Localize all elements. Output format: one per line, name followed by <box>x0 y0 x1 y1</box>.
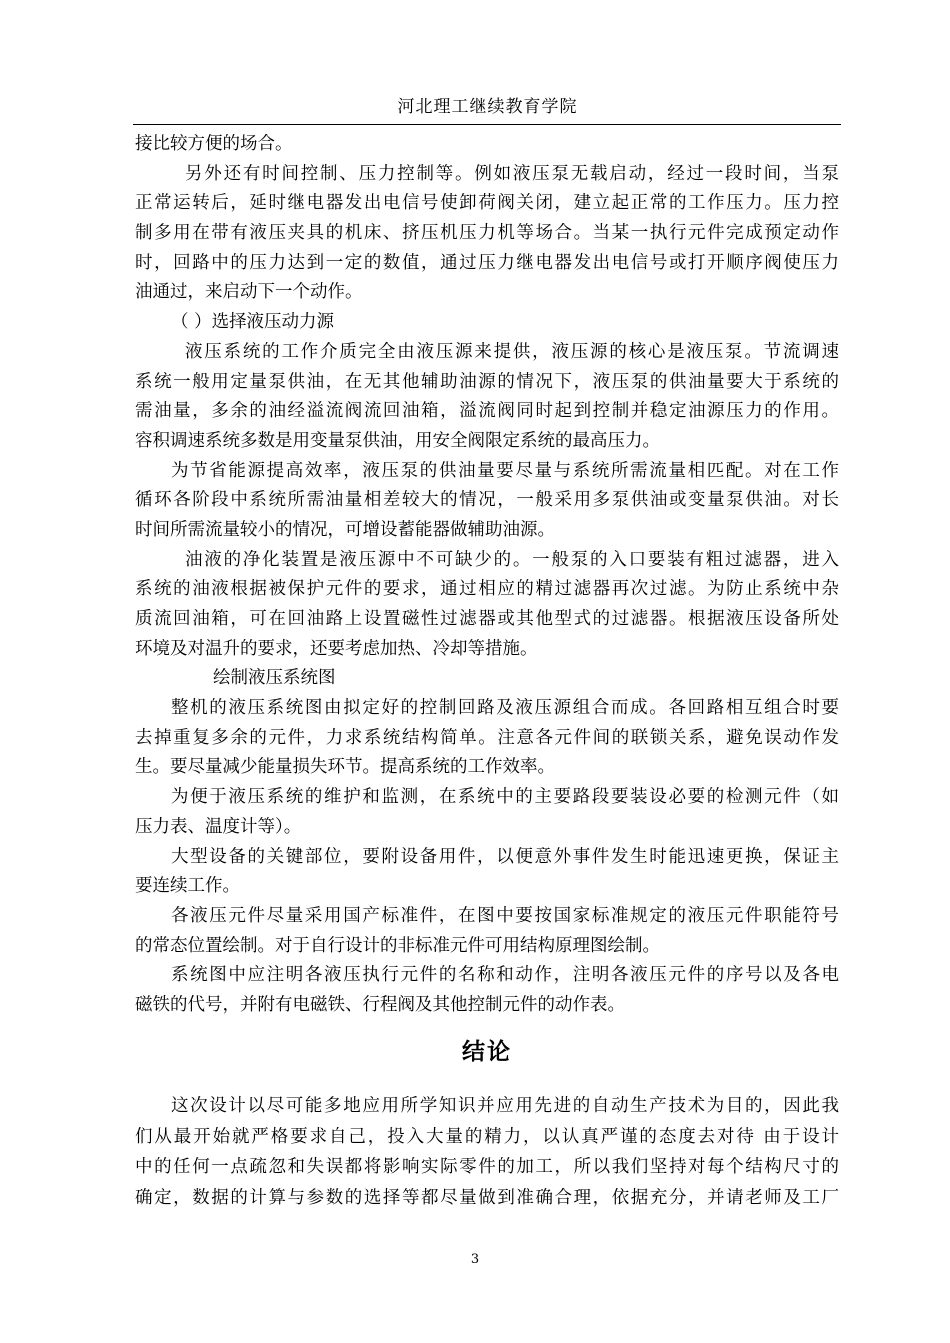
text-line: 需油量，多余的油经溢流阀流回油箱，溢流阀同时起到控制并稳定油源压力的作用。 <box>135 401 839 422</box>
text-line: 系统图中应注明各液压执行元件的名称和动作，注明各液压元件的序号以及各电 <box>171 965 839 986</box>
text-line: 各液压元件尽量采用国产标准件，在图中要按国家标准规定的液压元件职能符号 <box>171 905 839 926</box>
text-line: 为节省能源提高效率，液压泵的供油量要尽量与系统所需流量相匹配。对在工作 <box>171 460 839 481</box>
section-title: 结论 <box>462 1039 512 1065</box>
text-line: 接比较方便的场合。 <box>135 134 293 154</box>
text-line: 液压系统的工作介质完全由液压源来提供，液压源的核心是液压泵。节流调速 <box>185 341 839 362</box>
text-line: 的常态位置绘制。对于自行设计的非标准元件可用结构原理图绘制。 <box>135 935 660 956</box>
text-line: 油液的净化装置是液压源中不可缺少的。一般泵的入口要装有粗过滤器，进入 <box>185 549 839 570</box>
text-line: 确定，数据的计算与参数的选择等都尽量做到准确合理，依据充分，并请老师及工厂 <box>135 1187 839 1208</box>
text-line: 环境及对温升的要求，还要考虑加热、冷却等措施。 <box>135 638 538 659</box>
text-line: 生。要尽量减少能量损失环节。提高系统的工作效率。 <box>135 757 555 778</box>
text-line: 制多用在带有液压夹具的机床、挤压机压力机等场合。当某一执行元件完成预定动作 <box>135 223 839 244</box>
conclusion-text <box>135 1091 839 1213</box>
text-line: 时间所需流量较小的情况，可增设蓄能器做辅助油源。 <box>135 519 555 540</box>
text-line: 压力表、温度计等）。 <box>135 816 302 837</box>
text-line: 油通过，来启动下一个动作。 <box>135 282 363 303</box>
text-line: 时，回路中的压力达到一定的数值，通过压力继电器发出电信号或打开顺序阀使压力 <box>135 252 839 273</box>
text-line: 要连续工作。 <box>135 876 240 897</box>
header-divider <box>133 124 841 125</box>
text-line: 去掉重复多余的元件，力求系统结构简单。注意各元件间的联锁关系，避免误动作发 <box>135 727 839 748</box>
text-line: 为便于液压系统的维护和监测，在系统中的主要路段要装设必要的检测元件（如 <box>171 787 839 808</box>
text-line: 另外还有时间控制、压力控制等。例如液压泵无载启动，经过一段时间，当泵 <box>185 163 839 184</box>
text-line: 容积调速系统多数是用变量泵供油，用安全阀限定系统的最高压力。 <box>135 430 660 451</box>
text-line: 系统的油液根据被保护元件的要求，通过相应的精过滤器再次过滤。为防止系统中杂 <box>135 579 839 600</box>
text-line: 整机的液压系统图由拟定好的控制回路及液压源组合而成。各回路相互组合时要 <box>171 698 839 719</box>
text-line: （ ）选择液压动力源 <box>171 312 335 333</box>
text-line: 大型设备的关键部位，要附设备用件，以便意外事件发生时能迅速更换，保证主 <box>171 846 839 867</box>
page-header: 河北理工继续教育学院 <box>397 97 578 117</box>
text-line: 绘制液压系统图 <box>213 668 336 689</box>
text-line: 系统一般用定量泵供油，在无其他辅助油源的情况下，液压泵的供油量要大于系统的 <box>135 371 839 392</box>
text-line: 正常运转后，延时继电器发出电信号使卸荷阀关闭，建立起正常的工作压力。压力控 <box>135 193 839 214</box>
text-line: 中的任何一点疏忽和失误都将影响实际零件的加工，所以我们坚持对每个结构尺寸的 <box>135 1157 839 1177</box>
body-text <box>135 130 839 1021</box>
page-number: 3 <box>470 1252 480 1267</box>
text-line: 这次设计以尽可能多地应用所学知识并应用先进的自动生产技术为目的，因此我 <box>171 1096 839 1116</box>
text-line: 磁铁的代号，并附有电磁铁、行程阀及其他控制元件的动作表。 <box>135 994 625 1015</box>
text-line: 循环各阶段中系统所需油量相差较大的情况，一般采用多泵供油或变量泵供油。对长 <box>135 490 839 511</box>
text-line: 质流回油箱，可在回油路上设置磁性过滤器或其他型式的过滤器。根据液压设备所处 <box>135 609 839 629</box>
text-line: 们从最开始就严格要求自己，投入大量的精力，以认真严谨的态度去对待 由于设计 <box>135 1126 839 1147</box>
